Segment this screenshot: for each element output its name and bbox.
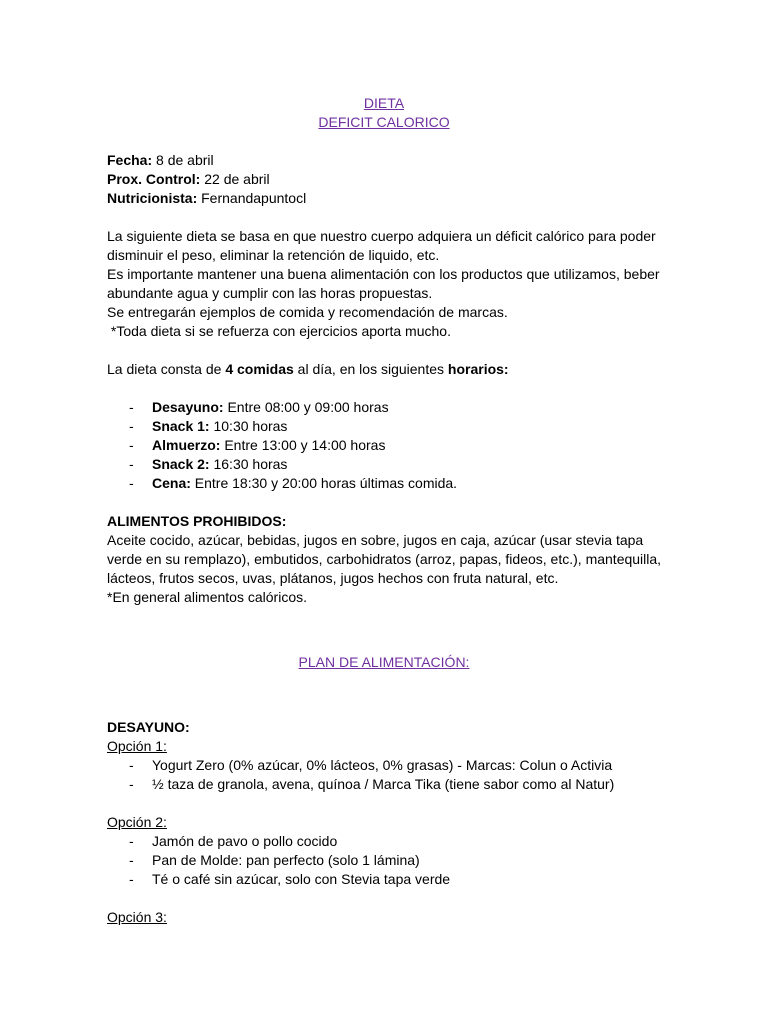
schedule-time: 10:30 horas: [209, 418, 288, 434]
prohibited-line: Aceite cocido, azúcar, bebidas, jugos en sobre, jugos en caja, azúcar (usar stevia tapa: [107, 532, 644, 548]
intro-line: Se entregarán ejemplos de comida y recomendación de marcas.: [107, 304, 508, 320]
option-item: - Jamón de pavo o pollo cocido: [107, 832, 667, 851]
prohibited-line: *En general alimentos calóricos.: [107, 589, 307, 605]
intro-paragraph: [107, 227, 667, 341]
meta-date: [107, 151, 667, 170]
schedule-label: Almuerzo:: [152, 437, 221, 453]
option-title: [107, 908, 667, 927]
schedule-label: Cena:: [152, 475, 191, 491]
option-item: - ½ taza de granola, avena, quínoa / Marca Tika (tiene sabor como al Natur): [107, 775, 667, 794]
schedule-label: Snack 1:: [152, 418, 210, 434]
intro-line: disminuir el peso, eliminar la retención de liquido, etc.: [107, 247, 440, 263]
breakfast-heading: [107, 718, 667, 737]
intro-line: *Toda dieta si se refuerza con ejercicios aporta mucho.: [107, 323, 451, 339]
meals-count: 4 comidas: [225, 361, 294, 377]
option-title-text: Opción 2:: [107, 814, 167, 830]
schedule-item: [107, 455, 667, 474]
meta-nutritionist: [107, 189, 667, 208]
option-item: - Pan de Molde: pan perfecto (solo 1 lámina): [107, 851, 667, 870]
option-title-text: Opción 1:: [107, 738, 167, 754]
meals-schedule-label: horarios:: [447, 361, 509, 377]
meals-text: La dieta consta de: [107, 361, 226, 377]
meals-sentence: [107, 360, 667, 379]
prohibited-heading: [107, 512, 667, 531]
intro-line: Es importante mantener una buena alimentación con los productos que utilizamos, beber: [107, 266, 660, 282]
schedule-time: Entre 18:30 y 20:00 horas últimas comida.: [190, 475, 458, 491]
schedule-item: [107, 398, 667, 417]
intro-line: La siguiente dieta se basa en que nuestro cuerpo adquiera un déficit calórico para poder: [107, 228, 656, 244]
plan-heading: PLAN DE ALIMENTACIÓN:: [298, 654, 470, 670]
option-item: - Yogurt Zero (0% azúcar, 0% lácteos, 0% grasas) - Marcas: Colun o Activia: [107, 756, 667, 775]
option-2-list: [107, 832, 667, 889]
intro-line: abundante agua y cumplir con las horas propuestas.: [107, 285, 433, 301]
schedule-item: [107, 474, 667, 493]
schedule-label: Desayuno:: [152, 399, 224, 415]
option-title-text: Opción 3:: [107, 909, 167, 925]
prohibited-heading-text: ALIMENTOS PROHIBIDOS:: [107, 513, 287, 529]
option-1-list: [107, 756, 667, 794]
option-title: [107, 813, 667, 832]
option-item: - Té o café sin azúcar, solo con Stevia tapa verde: [107, 870, 667, 889]
schedule-time: Entre 08:00 y 09:00 horas: [223, 399, 389, 415]
meta-label: Prox. Control:: [107, 171, 201, 187]
schedule-item: [107, 417, 667, 436]
meta-label: Nutricionista:: [107, 190, 198, 206]
meals-text: al día, en los siguientes: [293, 361, 448, 377]
meta-label: Fecha:: [107, 152, 153, 168]
schedule-list: [107, 398, 667, 493]
meta-value: 22 de abril: [200, 171, 270, 187]
prohibited-line: lácteos, frutos secos, uvas, plátanos, jugos hechos con fruta natural, etc.: [107, 570, 559, 586]
schedule-time: 16:30 horas: [209, 456, 288, 472]
meta-next-control: [107, 170, 667, 189]
meta-value: Fernandapuntocl: [197, 190, 307, 206]
document-body: [107, 94, 667, 927]
breakfast-heading-text: DESAYUNO:: [107, 719, 190, 735]
document-title: DIETA: [363, 95, 405, 111]
schedule-label: Snack 2:: [152, 456, 210, 472]
prohibited-line: verde en su remplazo), embutidos, carbohidratos (arroz, papas, fideos, etc.), mantequilla,: [107, 551, 662, 567]
option-title: [107, 737, 667, 756]
meta-value: 8 de abril: [152, 152, 214, 168]
schedule-item: [107, 436, 667, 455]
schedule-time: Entre 13:00 y 14:00 horas: [220, 437, 386, 453]
document-subtitle: DEFICIT CALORICO: [318, 114, 450, 130]
